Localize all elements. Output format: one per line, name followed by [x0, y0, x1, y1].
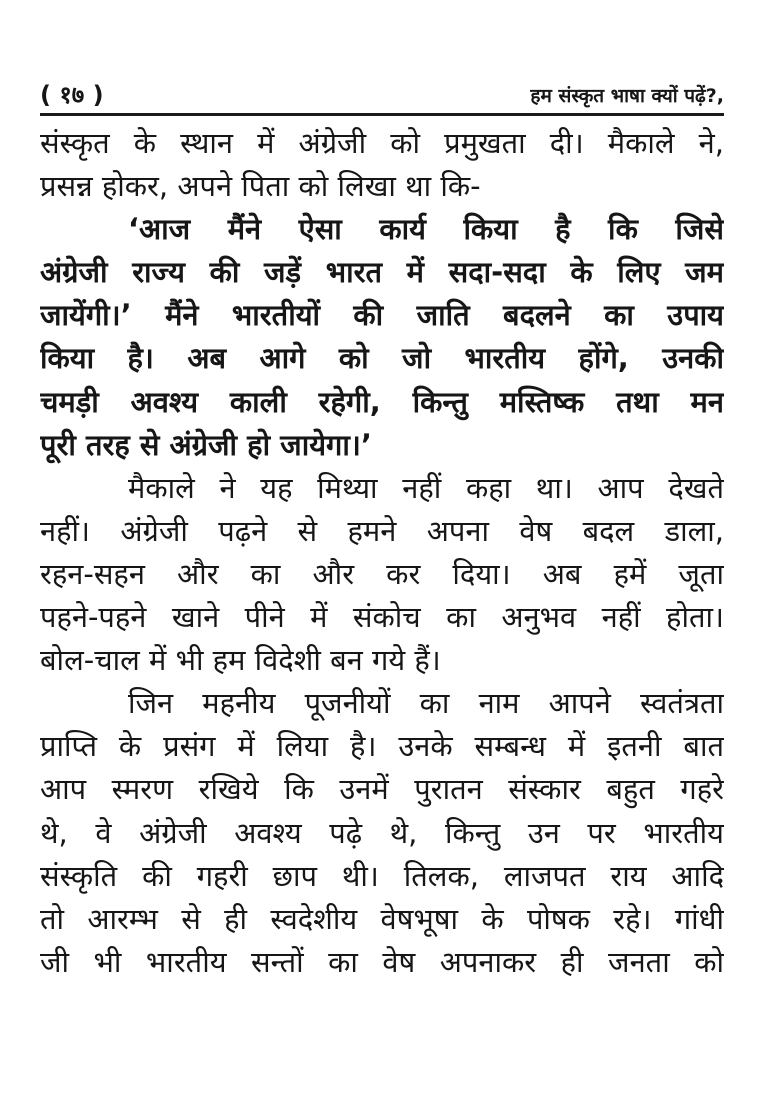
text-line: मैकाले ने यह मिथ्या नहीं कहा था। आप देखते [128, 470, 724, 505]
text-line: थे, वे अंग्रेजी अवश्य पढ़े थे, किन्तु उन पर भारतीय [40, 815, 724, 850]
text-line: आप स्मरण रखिये कि उनमें पुरातन संस्कार बहुत गहरे [40, 772, 724, 807]
text-line: संस्कृति की गहरी छाप थी। तिलक, लाजपत राय आदि [40, 858, 724, 893]
quote-line: ‘आज मैंने ऐसा कार्य किया है कि जिसे [128, 212, 724, 247]
page-number: ( १७ ) [40, 81, 104, 109]
text-line: बोल-चाल में भी हम विदेशी बन गये हैं। [40, 643, 441, 678]
text-line: जिन महनीय पूजनीयों का नाम आपने स्वतंत्रता [128, 686, 724, 721]
text-line: पहने-पहने खाने पीने में संकोच का अनुभव नहीं होता। [40, 600, 724, 635]
quote-line: पूरी तरह से अंग्रेजी हो जायेगा।’ [40, 427, 372, 462]
quote-line: जायेंगी।’ मैंने भारतीयों की जाति बदलने का उपाय [40, 298, 724, 333]
quote-line: अंग्रेजी राज्य की जड़ें भारत में सदा-सदा के लिए जम [40, 255, 724, 290]
page-body [40, 122, 724, 984]
quote-line: किया है। अब आगे को जो भारतीय होंगे, उनकी [40, 341, 724, 376]
text-line: रहन-सहन और का और कर दिया। अब हमें जूता [40, 556, 724, 591]
running-title: हम संस्कृत भाषा क्यों पढ़ें?, [530, 85, 724, 107]
text-line: तो आरम्भ से ही स्वदेशीय वेषभूषा के पोषक रहे। गांधी [40, 901, 724, 936]
quote-line: चमड़ी अवश्य काली रहेगी, किन्तु मस्तिष्क तथा मन [40, 384, 724, 419]
header-rule [40, 113, 724, 116]
text-line: प्राप्ति के प्रसंग में लिया है। उनके सम्बन्ध में इतनी बात [40, 729, 724, 764]
text-line: प्रसन्न होकर, अपने पिता को लिखा था कि- [40, 169, 481, 204]
page-header [40, 78, 724, 112]
text-line: संस्कृत के स्थान में अंग्रेजी को प्रमुखता दी। मैकाले ने, [40, 126, 724, 160]
text-line: जी भी भारतीय सन्तों का वेष अपनाकर ही जनता को [40, 944, 724, 979]
text-line: नहीं। अंग्रेजी पढ़ने से हमने अपना वेष बदल डाला, [40, 513, 724, 548]
